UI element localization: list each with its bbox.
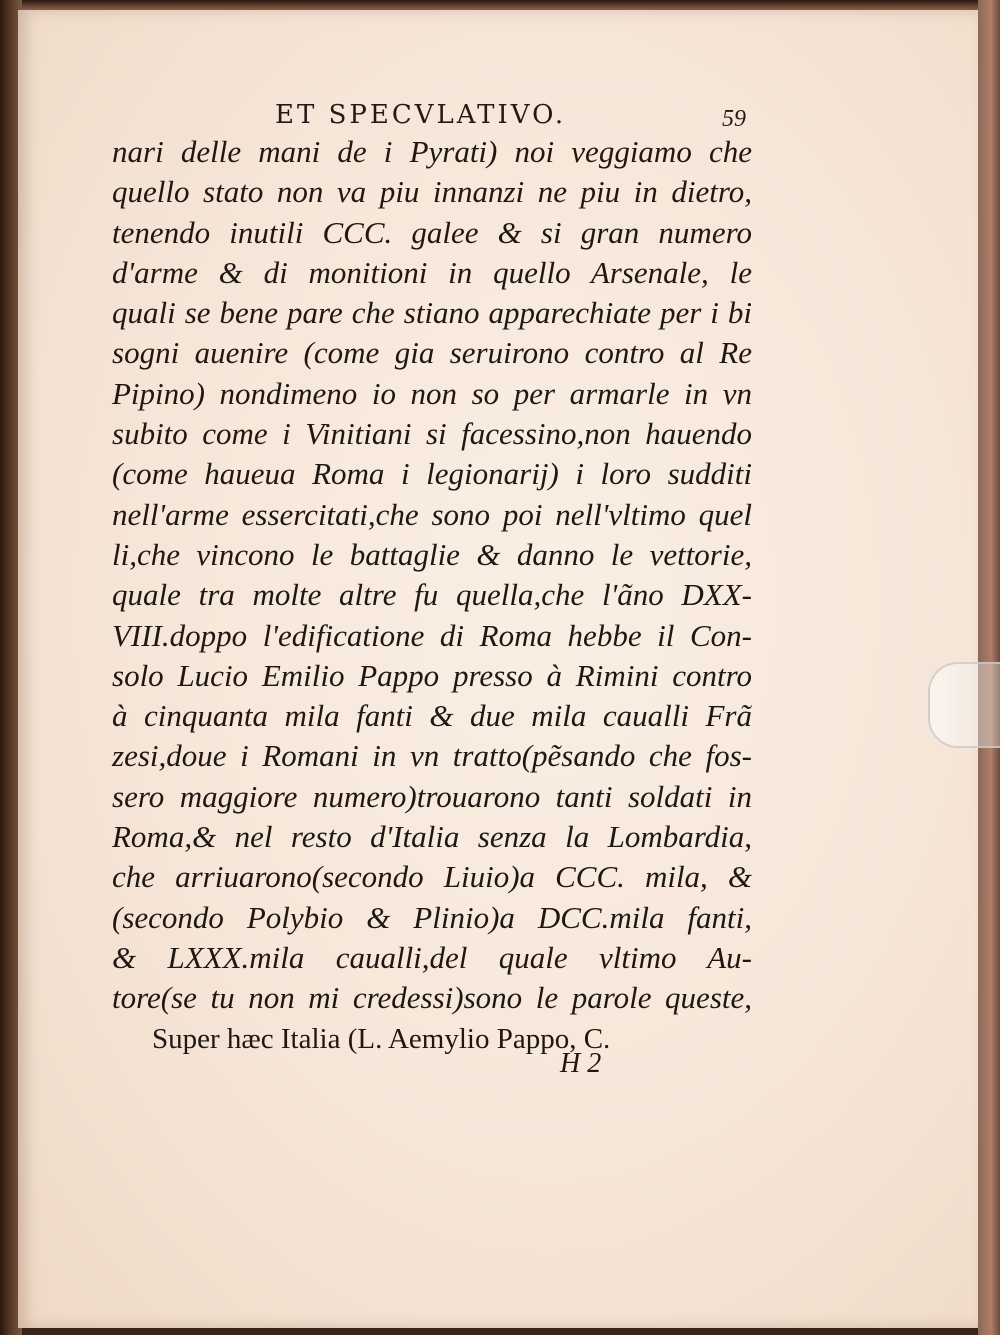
text-line: (come haueua Roma i legionarij) i loro sudditi bbox=[112, 456, 752, 492]
text-line-roman: Super hæc Italia (L. Aemylio Pappo, C. bbox=[152, 1022, 611, 1055]
page-clip bbox=[928, 662, 1000, 748]
text-line: quali se bene pare che stiano apparechiate per i bi bbox=[112, 295, 752, 331]
text-line: quale tra molte altre fu quella,che l'ãno DXX- bbox=[112, 577, 752, 613]
folio-number: 59 bbox=[722, 106, 746, 132]
text-line: nari delle mani de i Pyrati) noi veggiamo che bbox=[112, 134, 752, 169]
text-line: VIII.doppo l'edificatione di Roma hebbe il Con- bbox=[112, 617, 752, 653]
text-line: subito come i Vinitiani si facessino,non hauendo bbox=[112, 416, 752, 452]
text-line: (secondo Polybio & Plinio)a DCC.mila fanti, bbox=[112, 899, 752, 935]
text-line: zesi,doue i Romani in vn tratto(pẽsando che fos- bbox=[112, 738, 752, 774]
text-line: sogni auenire (come gia seruirono contro al Re bbox=[112, 335, 752, 371]
text-line: che arriuarono(secondo Liuio)a CCC. mila, & bbox=[112, 859, 752, 895]
signature-mark: H 2 bbox=[560, 1048, 602, 1079]
running-head: ET SPECVLATIVO. bbox=[275, 100, 567, 130]
text-line: Roma,& nel resto d'Italia senza la Lombardia, bbox=[112, 819, 752, 855]
text-line: li,che vincono le battaglie & danno le vettorie, bbox=[112, 536, 752, 572]
text-line: tore(se tu non mi credessi)sono le parole queste, bbox=[112, 980, 752, 1016]
text-line: Pipino) nondimeno io non so per armarle in vn bbox=[112, 375, 752, 411]
text-line: tenendo inutili CCC. galee & si gran numero bbox=[112, 214, 752, 250]
text-line: nell'arme essercitati,che sono poi nell'vltimo quel bbox=[112, 496, 752, 532]
body-text bbox=[112, 132, 752, 1059]
text-line: quello stato non va piu innanzi ne piu in dietro, bbox=[112, 174, 752, 210]
text-line: solo Lucio Emilio Pappo presso à Rimini contro bbox=[112, 657, 752, 693]
text-line: d'arme & di monitioni in quello Arsenale, le bbox=[112, 254, 752, 290]
text-line: sero maggiore numero)trouarono tanti soldati in bbox=[112, 778, 752, 814]
text-line: & LXXX.mila caualli,del quale vltimo Au- bbox=[112, 939, 752, 975]
text-line: à cinquanta mila fanti & due mila caualli Frã bbox=[112, 698, 752, 734]
